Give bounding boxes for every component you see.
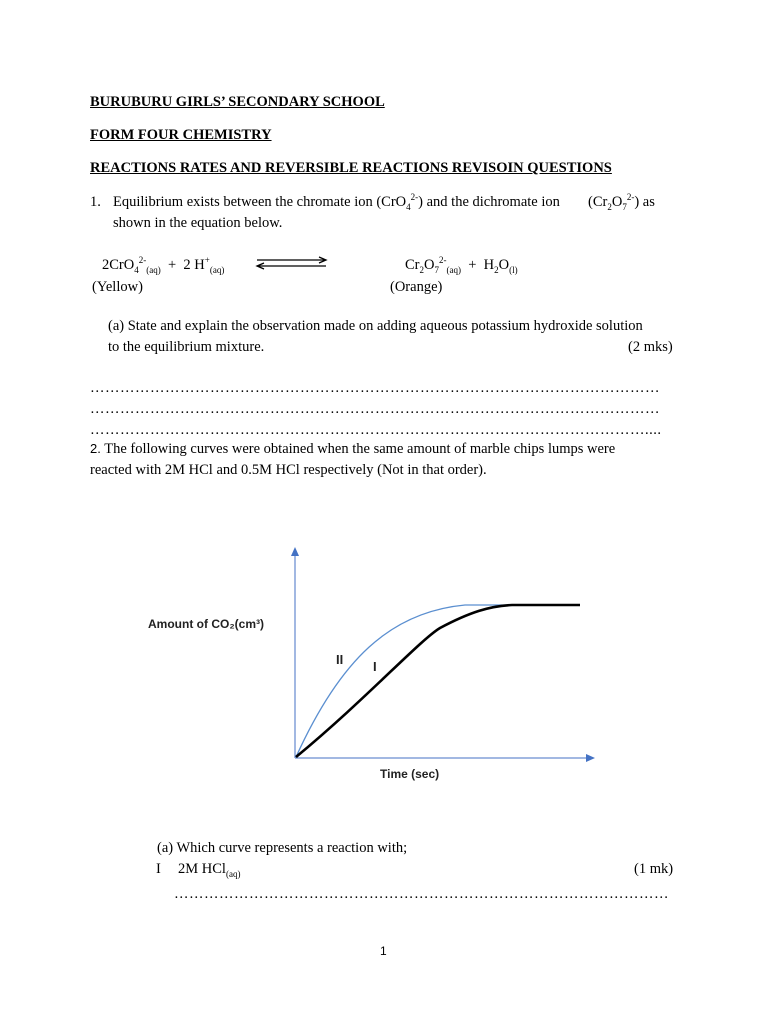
q2-line2: reacted with 2M HCl and 0.5M HCl respectively (Not in that order).	[90, 462, 487, 478]
rate-curves-chart	[140, 540, 610, 790]
series-label-I: I	[373, 659, 377, 674]
answer-line[interactable]: ……………………………………………………………………………………………………	[90, 380, 660, 396]
q1-part-a-marks: (2 mks)	[628, 339, 673, 355]
series-line-II	[296, 605, 510, 757]
y-axis-label: Amount of CO₂(cm³)	[148, 617, 264, 631]
q2-item-text: 2M HCl$_{(aq)}$	[178, 861, 241, 879]
q1-part-a-line1: (a) State and explain the observation made on adding aqueous potassium hydroxide solution	[108, 318, 643, 334]
q2-line1: 2. The following curves were obtained when the same amount of marble chips lumps were	[90, 441, 616, 457]
q2-item-marks: (1 mk)	[634, 861, 674, 877]
page-number: 1	[380, 944, 387, 958]
school-name: BURUBURU GIRLS’ SECONDARY SCHOOL	[90, 94, 385, 110]
q1-dichromate: $(Cr_2O_7^{2-})$ as	[588, 192, 655, 212]
q1-number: 1.	[90, 194, 101, 210]
series-label-II: II	[336, 652, 344, 667]
q2-item-num: I	[156, 861, 161, 877]
answer-line[interactable]: ……………………………………………………………………………………………………	[90, 401, 660, 417]
x-axis-arrow-icon	[586, 754, 595, 762]
x-axis-label: Time (sec)	[380, 767, 440, 781]
equation-products: $Cr_2O_7^{2-}_{(aq)} + H_2O_{(l)}$	[405, 255, 518, 275]
q1-line1: Equilibrium exists between the chromate ion (CrO$_4^{2-}$) and the dichromate ion	[113, 192, 560, 212]
class-title: FORM FOUR CHEMISTRY	[90, 127, 272, 143]
equation-reactants: 2CrO$_4^{2-}_{(aq)}$ + 2 $H^+_{(aq)}$	[102, 255, 225, 275]
answer-line[interactable]: …………………………………………………………………………………………………....	[90, 422, 662, 438]
reactant-color: (Yellow)	[92, 279, 143, 295]
topic-title: REACTIONS RATES AND REVERSIBLE REACTIONS REVISOIN QUESTIONS	[90, 160, 612, 176]
q1-part-a-line2: to the equilibrium mixture.	[108, 339, 265, 355]
answer-line[interactable]: ………………………………………………………………………………………	[174, 886, 669, 902]
q2-part-a: (a) Which curve represents a reaction with;	[157, 840, 408, 856]
product-color: (Orange)	[390, 279, 443, 295]
q1-line2: shown in the equation below.	[113, 215, 283, 231]
equilibrium-arrow-icon	[255, 256, 329, 270]
y-axis-arrow-icon	[291, 547, 299, 556]
